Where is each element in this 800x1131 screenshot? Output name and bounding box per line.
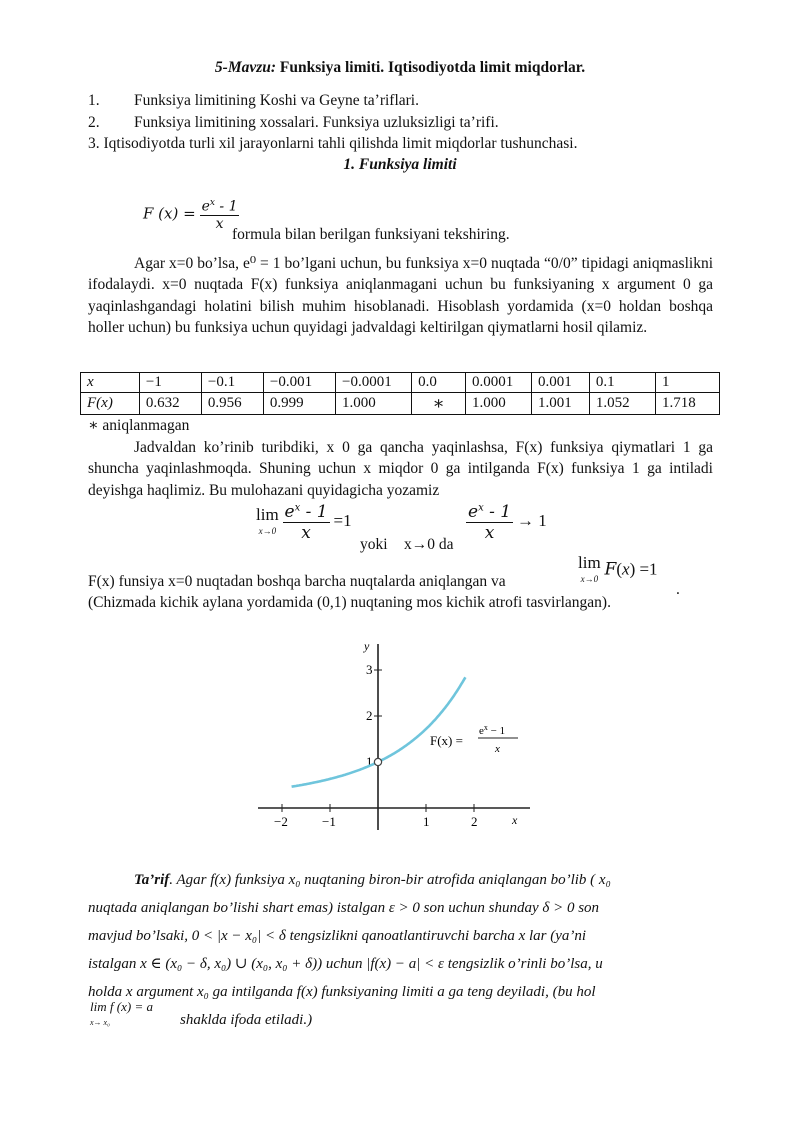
- limit-definition-formula: lim f (x) = a x→ x₀: [90, 999, 153, 1027]
- definition-line-2: nuqtada aniqlangan bo’lishi shart emas) istalgan ε > 0 son uchun shunday δ > 0 son: [88, 900, 600, 916]
- table-row: F(x) 0.632 0.956 0.999 1.000 ∗ 1.000 1.001 1.052 1.718: [81, 393, 720, 415]
- plan-item-1: 1. Funksiya limitining Koshi va Geyne ta’riflari.: [88, 92, 419, 109]
- x-tick-label: 2: [471, 814, 478, 829]
- definition-block: [88, 866, 713, 1034]
- function-formula: F (x) = $\frac{e^x - 1}{x}$: [143, 198, 238, 232]
- y-tick-label: 1: [366, 754, 373, 769]
- definition-line-1: Ta’rif. Agar f(x) funksiya x₀ nuqtaning biron-bir atrofida aniqlangan bo’lib ( x₀: [134, 872, 611, 888]
- limit-expression: lim x→0 $\frac{e^x - 1}{x}$ =1: [256, 502, 352, 543]
- limit-yoki: yoki: [360, 536, 388, 553]
- y-tick-label: 3: [366, 662, 373, 677]
- limit-arrow-expression: $\frac{e^x - 1}{x}$ → 1: [468, 502, 547, 543]
- page-title: 5-Mavzu: Funksiya limiti. Iqtisodiyotda limit miqdorlar.: [214, 59, 586, 76]
- plan-item-2: 2. Funksiya limitining xossalari. Funksiya uzluksizligi ta’rifi.: [88, 114, 499, 131]
- formula-intro: formula bilan berilgan funksiyani tekshiring.: [232, 226, 510, 243]
- paragraph-3b: (Chizmada kichik aylana yordamida (0,1) nuqtaning mos kichik atrofi tasvirlangan).: [88, 594, 611, 611]
- x-tick-label: 1: [423, 814, 430, 829]
- definition-line-6: lim f (x) = a x→ x₀ shaklda ifoda etiladi.): [90, 999, 313, 1028]
- curve-label: F(x) =: [430, 733, 463, 748]
- limit-F: lim x→0 F(x) =1: [578, 553, 658, 584]
- plan-item-3: 3. Iqtisodiyotda turli xil jarayonlarni tahli qilishda limit miqdorlar tushunchasi.: [88, 135, 578, 152]
- y-tick-label: 2: [366, 708, 373, 723]
- function-graph: [250, 630, 540, 835]
- hole-marker: [374, 758, 381, 765]
- section-heading: 1. Funksiya limiti: [343, 156, 457, 173]
- svg-text:ex − 1: $e^x - 1$: [479, 723, 506, 737]
- paragraph-3a: F(x) funsiya x=0 nuqtadan boshqa barcha nuqtalarda aniqlangan va: [88, 573, 506, 590]
- paragraph-1: Agar x=0 bo’lsa, e⁰ = 1 bo’lgani uchun, bu funksiya x=0 nuqtada “0/0” tipidagi aniqmaslikni ifodalaydi. x=0 nuqtada F(x) funksiya aniqlanmagani uchun bu funksiyaning x argument 0 ga yaqinlashgandagi holatini bilish muhim hisoblanadi. Hisoblash yordamida (x=0 holdan boshqa holler uchun) bu funksiya uchun quyidagi jadvaldagi keltirilgan qiymatlarni hosil qilamiz.: [88, 255, 713, 336]
- definition-lead: Ta’rif: [134, 872, 170, 888]
- table-footnote: ∗ aniqlanmagan: [88, 417, 190, 434]
- y-axis-label: y: [364, 639, 370, 653]
- table-row: x −1 −0.1 −0.001 −0.0001 0.0 0.0001 0.001 0.1 1: [81, 373, 720, 393]
- limit-da: x→0 da: [404, 536, 454, 553]
- values-table: [80, 372, 720, 415]
- x-tick-label: −1: [322, 814, 336, 829]
- definition-line-4: istalgan x ∈ (x₀ − δ, x₀) ∪ (x₀, x₀ + δ)) uchun |f(x) − a| < ε tengsizlik o’rinli bo’lsa, u: [88, 956, 603, 972]
- curve-label-fraction: [478, 723, 518, 755]
- x-axis-label: x: [512, 813, 518, 827]
- x-tick-label: −2: [274, 814, 288, 829]
- paragraph-2: Jadvaldan ko’rinib turibdiki, x 0 ga qancha yaqinlashsa, F(x) funksiya qiymatlari 1 ga shuncha yaqinlashmoqda. Shuning uchun x miqdor 0 ga intilganda F(x) funksiya 1 ga intiladi deyishga haqlimiz. Bu mulohazani quyidagicha yozamiz: [88, 439, 713, 499]
- definition-line-5: holda x argument x₀ ga intilganda f(x) funksiyaning limiti a ga teng deyiladi, (bu hol: [88, 984, 596, 1000]
- definition-line-3: mavjud bo’lsaki, 0 < |x − x₀| < δ tengsizlikni qanoatlantiruvchi barcha x lar (ya’ni: [88, 928, 587, 944]
- svg-text:x: x: [495, 743, 500, 755]
